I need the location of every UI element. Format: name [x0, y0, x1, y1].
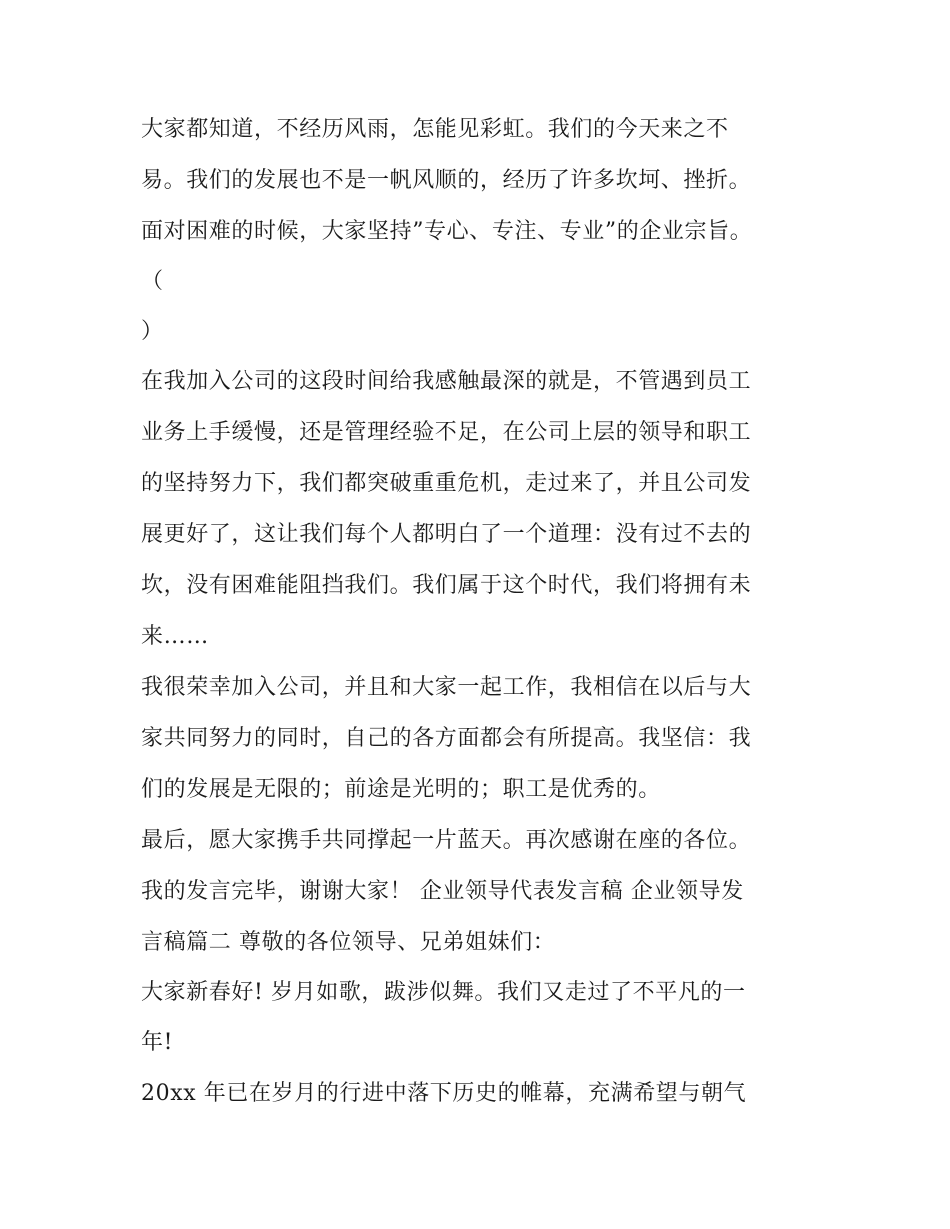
text-line: ）	[141, 319, 164, 344]
text-line: 20xx 年已在岁月的行进中落下历史的帷幕，充满希望与朝气	[141, 1081, 747, 1106]
text-line: 的坚持努力下，我们都突破重重危机，走过来了，并且公司发	[141, 471, 752, 496]
text-line: 大家都知道，不经历风雨，怎能见彩虹。我们的今天来之不	[141, 117, 729, 142]
text-line: 年!	[141, 1030, 174, 1055]
text-line: 来……	[141, 624, 209, 649]
text-line: 易。我们的发展也不是一帆风顺的，经历了许多坎坷、挫折。	[141, 168, 752, 193]
text-line: （	[141, 269, 164, 294]
text-line: 我很荣幸加入公司，并且和大家一起工作，我相信在以后与大	[141, 675, 752, 700]
text-line: 面对困难的时候，大家坚持”专心、专注、专业”的企业宗旨。	[141, 219, 753, 244]
text-line: 业务上手缓慢，还是管理经验不足，在公司上层的领导和职工	[141, 420, 752, 445]
text-line: 言稿篇二 尊敬的各位领导、兄弟姐妹们：	[141, 930, 556, 955]
text-line: 最后，愿大家携手共同撑起一片蓝天。再次感谢在座的各位。	[141, 828, 752, 853]
text-line: 坎，没有困难能阻挡我们。我们属于这个时代，我们将拥有未	[141, 573, 752, 598]
text-line: 我的发言完毕，谢谢大家！ 企业领导代表发言稿 企业领导发	[141, 879, 744, 904]
text-line: 展更好了，这让我们每个人都明白了一个道理：没有过不去的	[141, 522, 752, 547]
text-line: 家共同努力的同时，自己的各方面都会有所提高。我坚信：我	[141, 726, 752, 751]
text-line: 大家新春好! 岁月如歌，跋涉似舞。我们又走过了不平凡的一	[141, 980, 746, 1005]
text-line: 们的发展是无限的；前途是光明的；职工是优秀的。	[141, 777, 661, 802]
text-line: 在我加入公司的这段时间给我感触最深的就是，不管遇到员工	[141, 369, 752, 394]
